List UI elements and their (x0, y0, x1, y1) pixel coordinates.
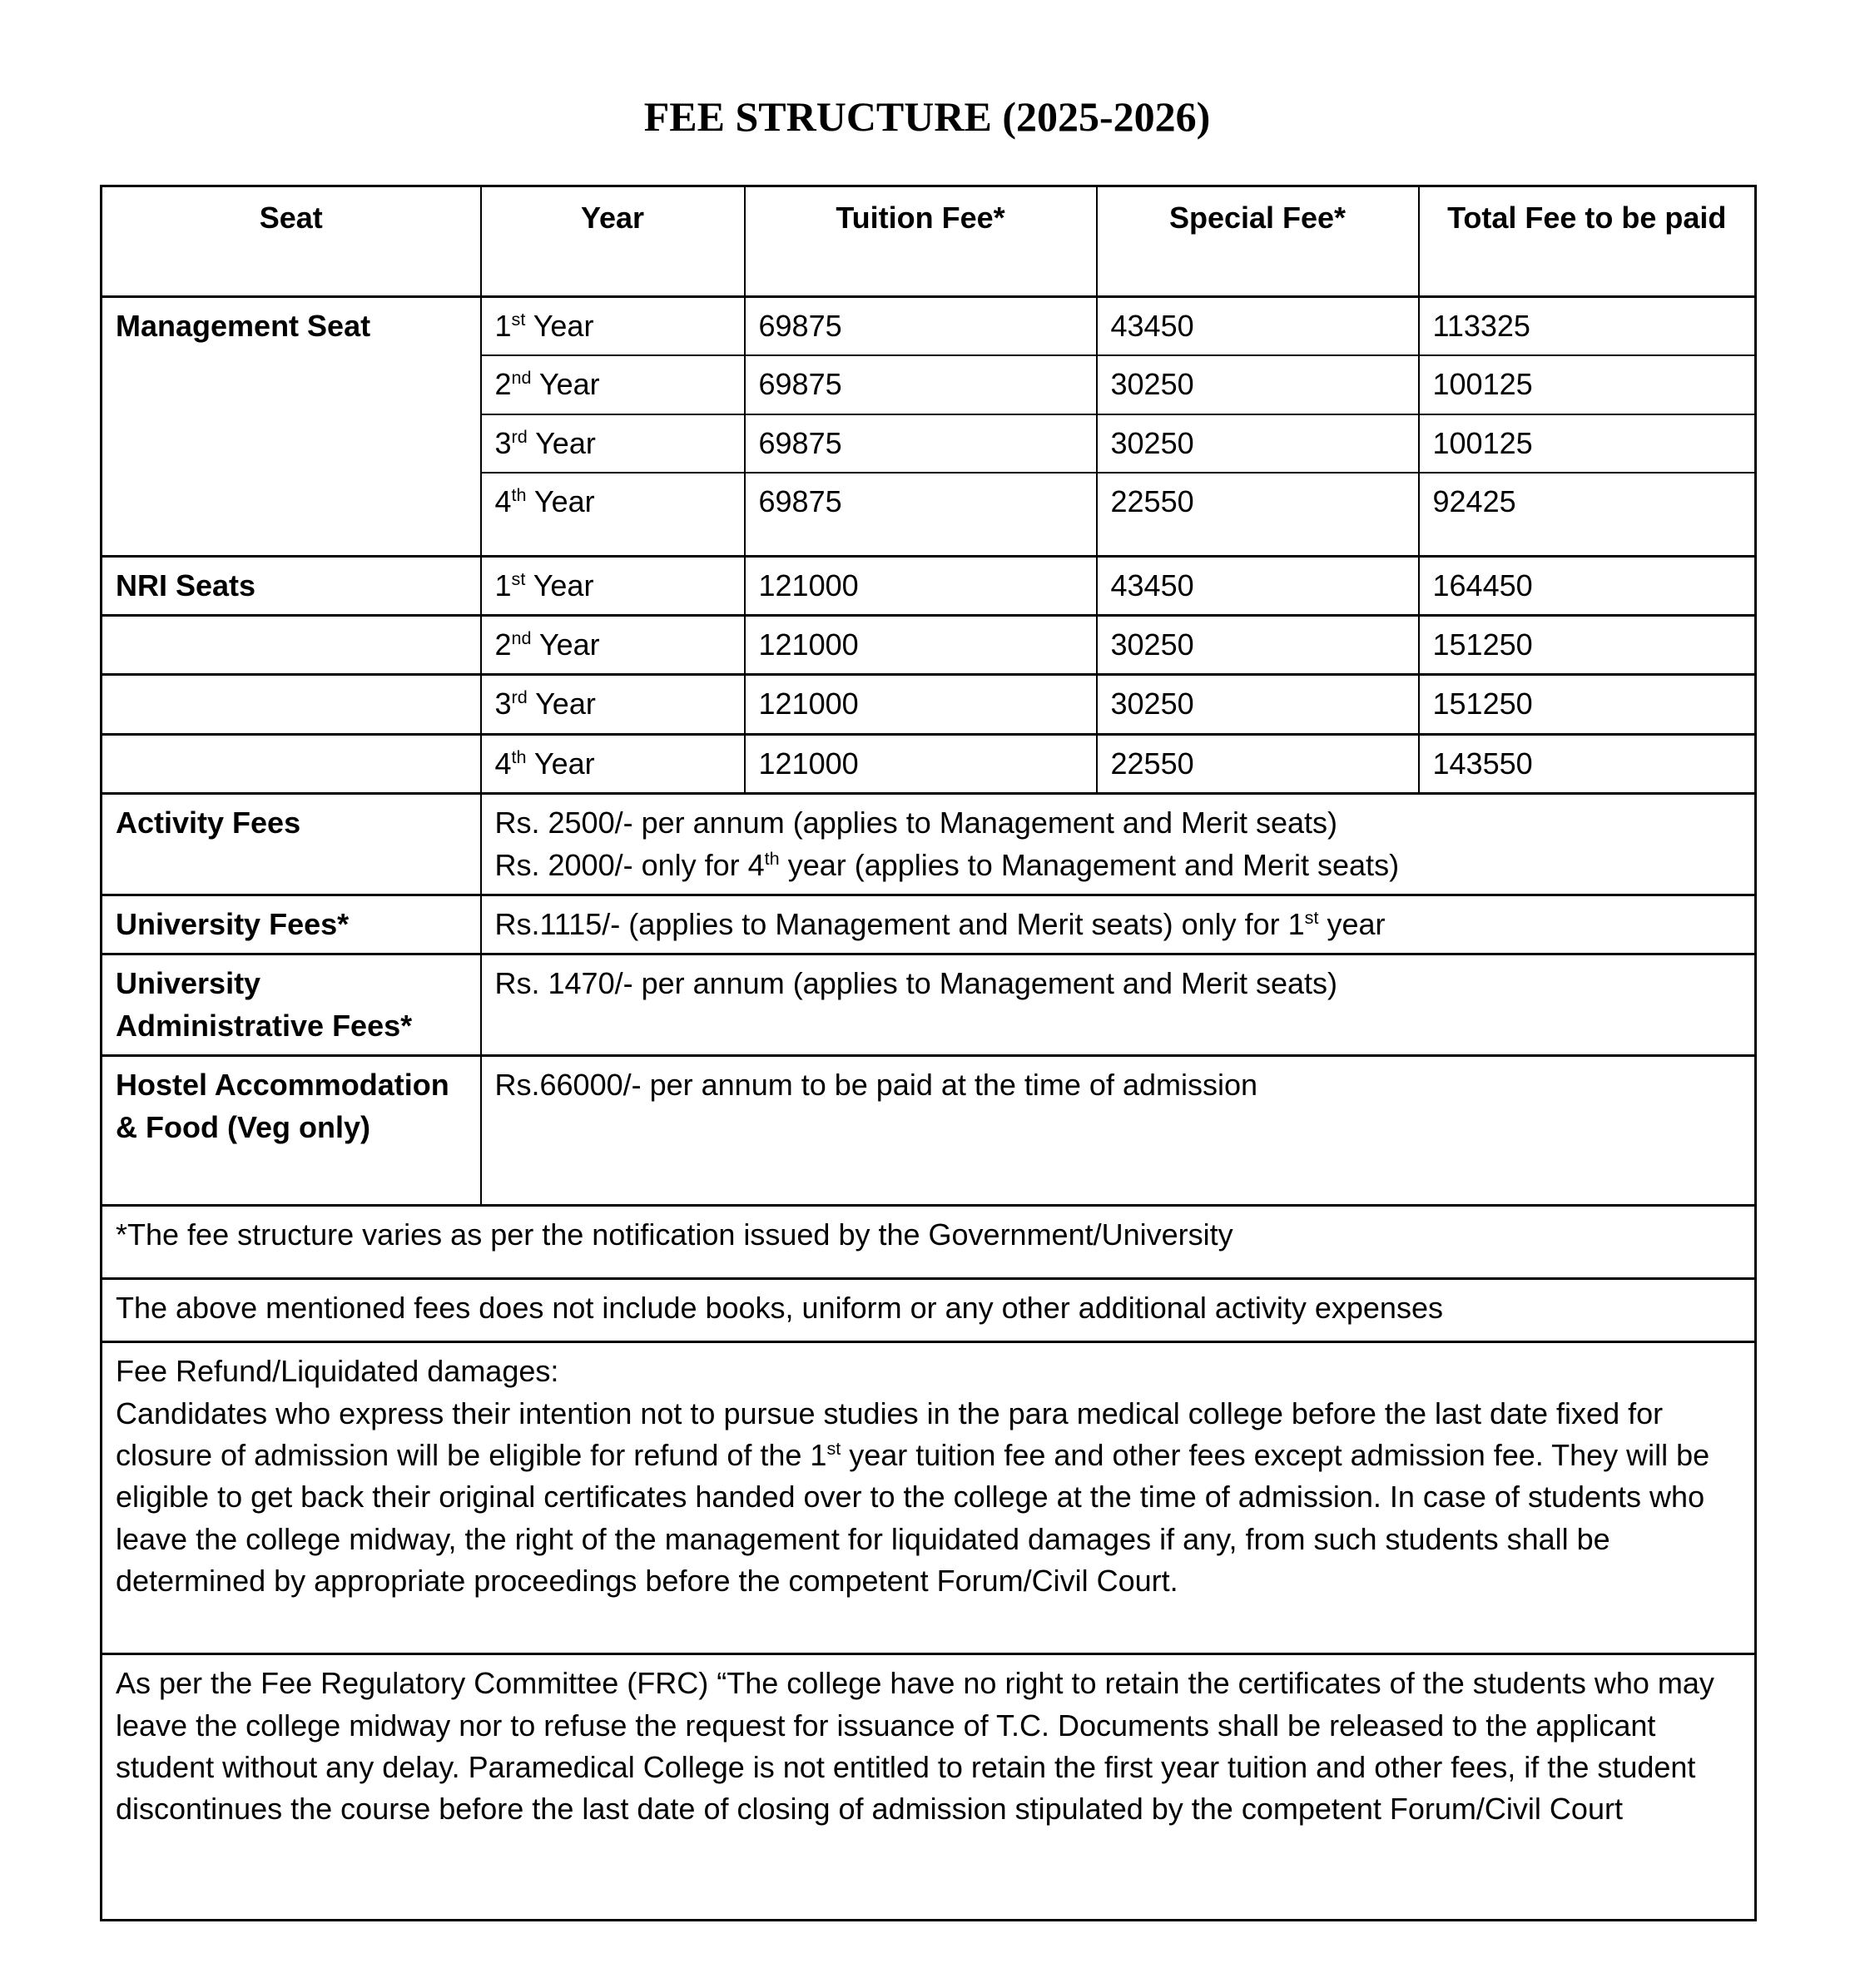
table-header (102, 186, 1756, 297)
university-fees-row (102, 895, 1756, 954)
activity-fees-line1: Rs. 2500/- per annum (applies to Management and Merit seats) (494, 806, 1338, 840)
col-header-seat: Seat (102, 186, 481, 297)
col-header-tuition: Tuition Fee* (745, 186, 1097, 297)
hostel-row (102, 1056, 1756, 1206)
university-fees-label: University Fees* (102, 895, 481, 954)
university-fees-text: Rs.1115/- (applies to Management and Merit seats) only for 1 (494, 907, 1305, 942)
year-word: Year (538, 627, 600, 662)
ordinal-suffix: st (1304, 907, 1319, 929)
total-cell: 164450 (1419, 556, 1756, 615)
nri-row-year4 (102, 734, 1756, 793)
note-fee-variation: *The fee structure varies as per the notification issued by the Government/University (102, 1206, 1756, 1279)
note-exclusions-row (102, 1279, 1756, 1342)
ordinal-suffix: nd (511, 627, 532, 649)
activity-line2-text: Rs. 2000/- only for 4 (494, 847, 765, 882)
fee-structure-table (100, 185, 1757, 1921)
year-cell (481, 675, 745, 734)
special-cell: 43450 (1097, 556, 1419, 615)
ordinal-suffix: th (511, 746, 527, 767)
nri-row-year3 (102, 675, 1756, 734)
activity-fees-row (102, 794, 1756, 895)
year-word: Year (535, 425, 596, 460)
year-cell (481, 414, 745, 473)
tuition-cell: 121000 (745, 734, 1097, 793)
year-word: Year (535, 687, 596, 721)
activity-fees-content (481, 794, 1756, 895)
year-word: Year (533, 746, 595, 781)
tuition-cell: 69875 (745, 355, 1097, 414)
total-cell: 100125 (1419, 355, 1756, 414)
ordinal-suffix: rd (511, 425, 528, 447)
university-admin-fees-content: Rs. 1470/- per annum (applies to Management and Merit seats) (481, 954, 1756, 1056)
refund-body (116, 1393, 1741, 1603)
special-cell: 30250 (1097, 355, 1419, 414)
special-cell: 43450 (1097, 297, 1419, 356)
note-frc: As per the Fee Regulatory Committee (FRC) “The college have no right to retain the certificates of the students who may leave the college midway nor to refuse the request for issuance of T.C. Documents shall be released to the applicant student without any delay. Paramedical College is not entitled to retain the first year tuition and other fees, if the student discontinues the course before the last date of closing of admission stipulated by the competent Forum/Civil Court (102, 1654, 1756, 1921)
ordinal-suffix: rd (511, 687, 528, 708)
tuition-cell: 121000 (745, 675, 1097, 734)
nri-row-year1 (102, 556, 1756, 615)
tuition-cell: 69875 (745, 414, 1097, 473)
year-cell (481, 734, 745, 793)
special-cell: 30250 (1097, 414, 1419, 473)
management-row-year1 (102, 297, 1756, 356)
total-cell: 151250 (1419, 616, 1756, 675)
seat-empty-cell (102, 616, 481, 675)
tuition-cell: 121000 (745, 556, 1097, 615)
nri-row-year2 (102, 616, 1756, 675)
col-header-special: Special Fee* (1097, 186, 1419, 297)
refund-heading: Fee Refund/Liquidated damages: (116, 1354, 559, 1389)
university-fees-content (481, 895, 1756, 954)
year-number: 2 (494, 627, 512, 662)
ordinal-suffix: st (511, 309, 526, 330)
total-cell: 143550 (1419, 734, 1756, 793)
refund-body-text: Candidates who express their intention not to pursue studies in the para medical college before the last date fixed for closure of admission will be eligible for refund of the 1 (116, 1396, 1664, 1472)
year-number: 3 (494, 687, 512, 721)
special-cell: 22550 (1097, 734, 1419, 793)
tuition-cell: 121000 (745, 616, 1097, 675)
tuition-cell: 69875 (745, 473, 1097, 556)
activity-line2-text-cont: year (applies to Management and Merit seats) (779, 847, 1400, 882)
total-cell: 100125 (1419, 414, 1756, 473)
note-refund-row (102, 1342, 1756, 1654)
year-number: 2 (494, 367, 512, 402)
year-number: 4 (494, 746, 512, 781)
header-row (102, 186, 1756, 297)
note-exclusions: The above mentioned fees does not include books, uniform or any other additional activity expenses (102, 1279, 1756, 1342)
year-word: Year (533, 568, 594, 602)
total-cell: 151250 (1419, 675, 1756, 734)
page-title: FEE STRUCTURE (2025-2026) (643, 93, 1211, 140)
ordinal-suffix: nd (511, 367, 532, 389)
ordinal-suffix: th (764, 847, 780, 869)
university-admin-fees-row (102, 954, 1756, 1056)
seat-empty-cell (102, 675, 481, 734)
total-cell: 113325 (1419, 297, 1756, 356)
hostel-content: Rs.66000/- per annum to be paid at the time of admission (481, 1056, 1756, 1206)
year-cell (481, 616, 745, 675)
year-cell (481, 355, 745, 414)
year-word: Year (533, 309, 594, 343)
note-fee-variation-row (102, 1206, 1756, 1279)
university-admin-fees-label: University Administrative Fees* (102, 954, 481, 1056)
management-seat-label: Management Seat (102, 297, 481, 557)
ordinal-suffix: st (826, 1437, 841, 1459)
year-number: 1 (494, 309, 512, 343)
col-header-year: Year (481, 186, 745, 297)
ordinal-suffix: st (511, 568, 526, 589)
special-cell: 30250 (1097, 616, 1419, 675)
note-frc-row (102, 1654, 1756, 1921)
nri-seats-label: NRI Seats (102, 556, 481, 615)
year-cell (481, 473, 745, 556)
special-cell: 22550 (1097, 473, 1419, 556)
year-cell (481, 556, 745, 615)
year-cell (481, 297, 745, 356)
year-word: Year (538, 367, 600, 402)
special-cell: 30250 (1097, 675, 1419, 734)
university-fees-text-cont: year (1318, 907, 1386, 942)
seat-empty-cell (102, 734, 481, 793)
note-refund (102, 1342, 1756, 1654)
year-word: Year (533, 484, 595, 519)
tuition-cell: 69875 (745, 297, 1097, 356)
total-cell: 92425 (1419, 473, 1756, 556)
activity-fees-line2 (495, 845, 1742, 886)
hostel-label: Hostel Accommodation & Food (Veg only) (102, 1056, 481, 1206)
activity-fees-label: Activity Fees (102, 794, 481, 895)
year-number: 4 (494, 484, 512, 519)
year-number: 1 (494, 568, 512, 602)
refund-body-text-cont: year tuition fee and other fees except admission fee. They will be eligible to get back their original certificates handed over to the college at the time of admission. In case of students who leave the college midway, the right of the management for liquidated damages if any, from such students shall be determined by appropriate proceedings before the competent Forum/Civil Court. (116, 1437, 1710, 1599)
ordinal-suffix: th (511, 484, 527, 506)
col-header-total: Total Fee to be paid (1419, 186, 1756, 297)
year-number: 3 (494, 425, 512, 460)
